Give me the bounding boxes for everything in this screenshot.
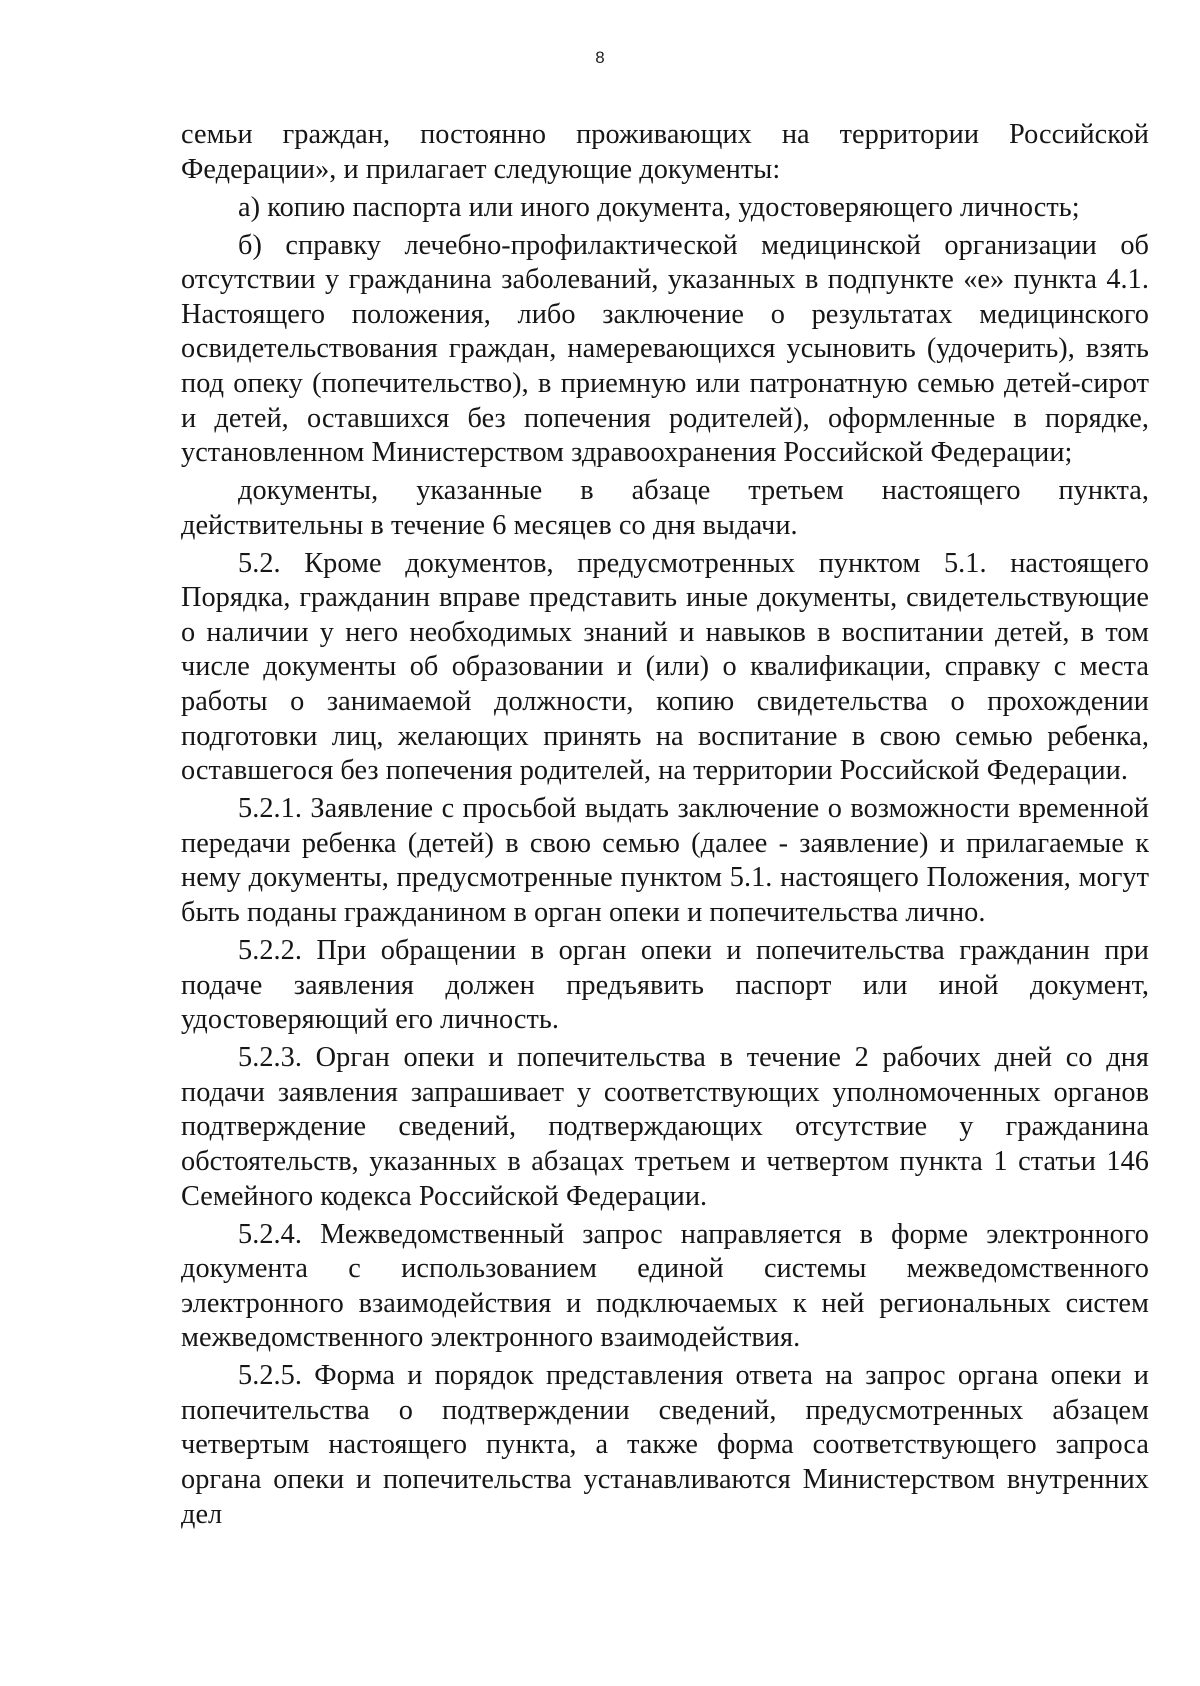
paragraph-item-b: б) справку лечебно-профилактической медицинской организации об отсутствии у гражданина заболеваний, указанных в подпункте «е» пункта 4.1. Настоящего положения, либо заключение о результатах медицинского освидетельствования граждан, намеревающихся усыновить (удочерить), взять под опеку (попечительство), в приемную или патронатную семью детей-сирот и детей, оставшихся без попечения родителей), оформленные в порядке, установленном Министерством здравоохранения Российской Федерации; — [181, 229, 1149, 469]
document-body — [181, 118, 1149, 1536]
paragraph-item-a: а) копию паспорта или иного документа, удостоверяющего личность; — [238, 191, 1080, 223]
paragraph-continuation: семьи граждан, постоянно проживающих на территории Российской Федерации», и прилагает следующие документы: — [181, 119, 1149, 185]
paragraph-5-2-3: 5.2.3. Орган опеки и попечительства в течение 2 рабочих дней со дня подачи заявления запрашивает у соответствующих уполномоченных органов подтверждение сведений, подтверждающих отсутствие у гражданина обстоятельств, указанных в абзацах третьем и четвертом пункта 1 статьи 146 Семейного кодекса Российской Федерации. — [181, 1042, 1149, 1212]
paragraph-5-2-5: 5.2.5. Форма и порядок представления ответа на запрос органа опеки и попечительства о подтверждении сведений, предусмотренных абзацем четвертым настоящего пункта, а также форма соответствующего запроса органа опеки и попечительства устанавливаются Министерством внутренних дел — [181, 1360, 1149, 1530]
paragraph-5-2-4: 5.2.4. Межведомственный запрос направляется в форме электронного документа с использованием единой системы межведомственного электронного взаимодействия и подключаемых к ней региональных систем межведомственного электронного взаимодействия. — [181, 1218, 1149, 1354]
paragraph-validity-note: документы, указанные в абзаце третьем настоящего пункта, действительны в течение 6 месяцев со дня выдачи. — [181, 475, 1149, 541]
paragraph-5-2-1: 5.2.1. Заявление с просьбой выдать заключение о возможности временной передачи ребенка (детей) в свою семью (далее - заявление) и прилагаемые к нему документы, предусмотренные пунктом 5.1. настоящего Положения, могут быть поданы гражданином в орган опеки и попечительства лично. — [181, 793, 1149, 929]
paragraph-5-2-2: 5.2.2. При обращении в орган опеки и попечительства гражданин при подаче заявления должен предъявить паспорт или иной документ, удостоверяющий его личность. — [181, 935, 1149, 1036]
page-number: 8 — [595, 48, 605, 67]
paragraph-5-2: 5.2. Кроме документов, предусмотренных пунктом 5.1. настоящего Порядка, гражданин вправе представить иные документы, свидетельствующие о наличии у него необходимых знаний и навыков в воспитании детей, в том числе документы об образовании и (или) о квалификации, справку с места работы о занимаемой должности, копию свидетельства о прохождении подготовки лиц, желающих принять на воспитание в свою семью ребенка, оставшегося без попечения родителей, на территории Российской Федерации. — [181, 547, 1149, 787]
